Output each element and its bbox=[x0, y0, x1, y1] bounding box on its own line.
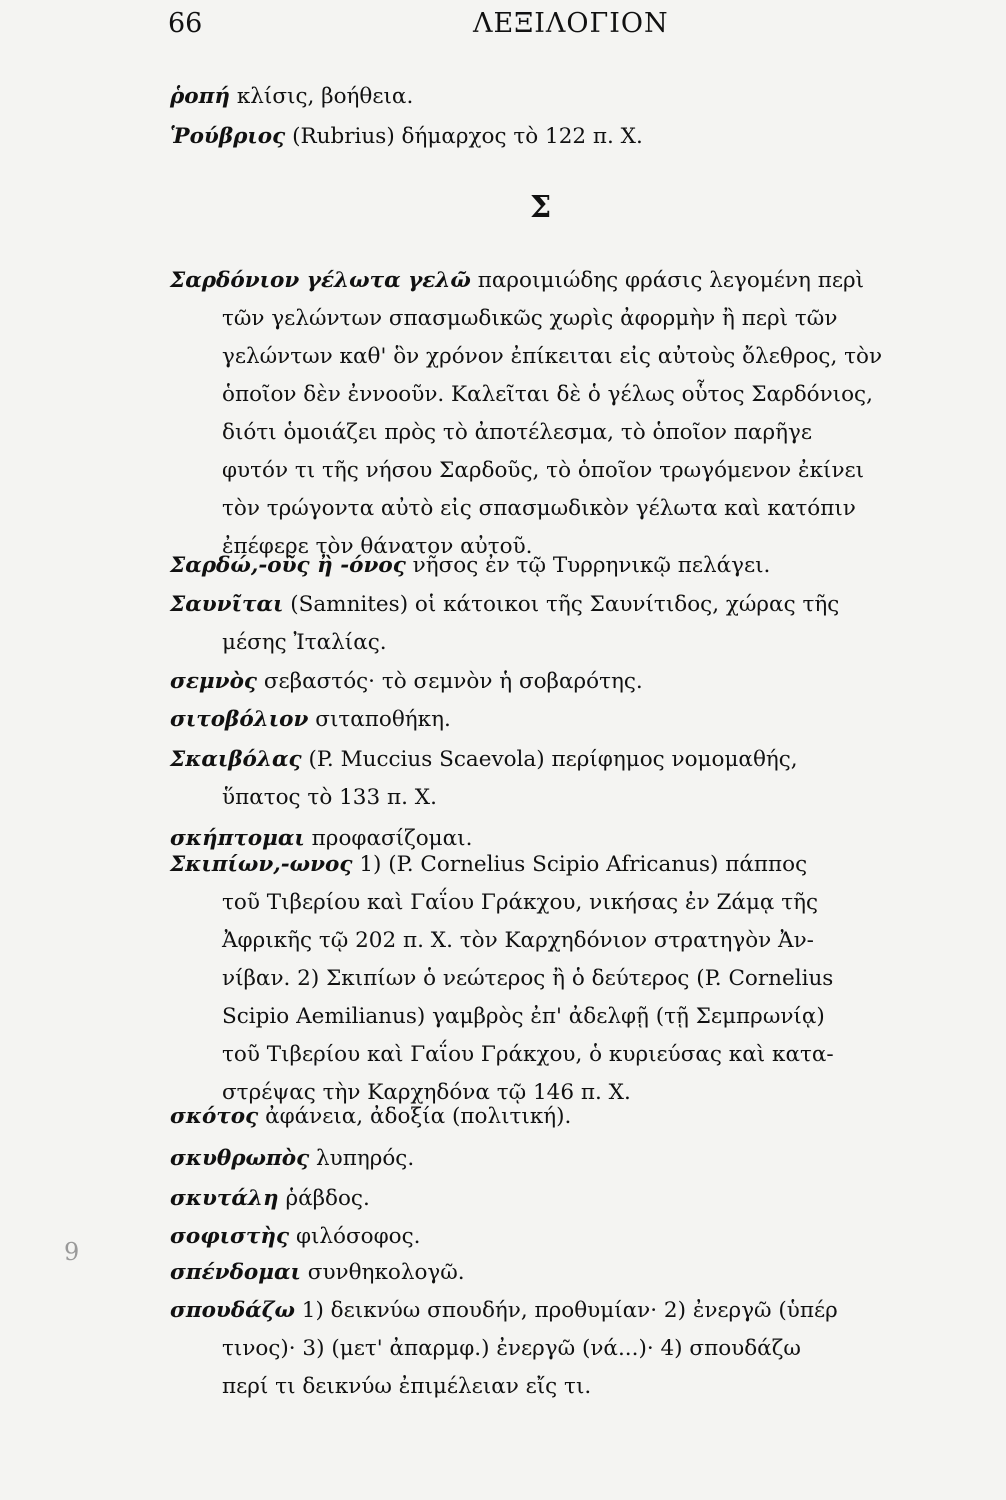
headword: Σαρδώ,-οῦς ἢ -όνος bbox=[170, 553, 406, 578]
definition-text: τοῦ Τιβερίου καὶ Γαΐου Γράκχου, ὁ κυριεύσας καὶ κατα- bbox=[222, 1042, 834, 1067]
definition-text: ἐπέφερε τὸν θάνατον αὐτοῦ. bbox=[222, 534, 533, 559]
definition-text: φιλόσοφος. bbox=[295, 1224, 421, 1249]
dictionary-entry bbox=[170, 1140, 960, 1178]
entry-continuation-line bbox=[170, 922, 960, 960]
definition-text: ὕπατος τὸ 133 π. Χ. bbox=[222, 785, 437, 810]
definition-text: παροιμιώδης φράσις λεγομένη περὶ bbox=[477, 268, 865, 293]
entry-first-line bbox=[170, 118, 960, 156]
definition-text: Scipio Aemilianus) γαμβρὸς ἐπ' ἀδελφῇ (τῇ Σεμπρωνίᾳ) bbox=[222, 1004, 825, 1029]
definition-text: τοῦ Τιβερίου καὶ Γαΐου Γράκχου, νικήσας ἐν Ζάμᾳ τῆς bbox=[222, 890, 819, 915]
definition-text: ὁποῖον δὲν ἐννοοῦν. Καλεῖται δὲ ὁ γέλως οὗτος Σαρδόνιος, bbox=[222, 382, 873, 407]
definition-text: (Samnites) οἱ κάτοικοι τῆς Σαυνίτιδος, χώρας τῆς bbox=[290, 592, 840, 617]
entry-first-line bbox=[170, 1218, 960, 1256]
dictionary-entry bbox=[170, 1180, 960, 1218]
headword: ῥοπή bbox=[170, 84, 231, 109]
page-header bbox=[168, 8, 948, 48]
entry-continuation-line bbox=[170, 884, 960, 922]
dictionary-entry bbox=[170, 846, 960, 1112]
definition-text: διότι ὁμοιάζει πρὸς τὸ ἀποτέλεσμα, τὸ ὁποῖον παρῆγε bbox=[222, 420, 812, 445]
headword: σκυτάλη bbox=[170, 1186, 279, 1211]
dictionary-entry bbox=[170, 118, 960, 156]
entry-continuation-line bbox=[170, 998, 960, 1036]
entry-continuation-line bbox=[170, 300, 960, 338]
definition-text: τῶν γελώντων σπασμωδικῶς χωρὶς ἀφορμὴν ἢ περὶ τῶν bbox=[222, 306, 838, 331]
headword: Σαυνῖται bbox=[170, 592, 284, 617]
entry-continuation-line bbox=[170, 452, 960, 490]
headword: σοφιστὴς bbox=[170, 1224, 290, 1249]
definition-text: σιταποθήκη. bbox=[315, 707, 451, 732]
entry-continuation-line bbox=[170, 960, 960, 998]
entry-first-line bbox=[170, 663, 960, 701]
entry-first-line bbox=[170, 547, 960, 585]
entry-continuation-line bbox=[170, 624, 960, 662]
page-number: 66 bbox=[168, 8, 203, 39]
dictionary-entry bbox=[170, 1292, 960, 1406]
entry-continuation-line bbox=[170, 1368, 960, 1406]
entry-first-line bbox=[170, 78, 960, 116]
definition-text: Ἀφρικῆς τῷ 202 π. Χ. τὸν Καρχηδόνιον στρατηγὸν Ἀν- bbox=[222, 928, 814, 953]
definition-text: γελώντων καθ' ὃν χρόνον ἐπίκειται εἰς αὐτοὺς ὄλεθρος, τὸν bbox=[222, 344, 883, 369]
definition-text: ἀφάνεια, ἀδοξία (πολιτική). bbox=[265, 1104, 572, 1129]
definition-text: 1) (P. Cornelius Scipio Africanus) πάππος bbox=[359, 852, 808, 877]
definition-text: (P. Muccius Scaevola) περίφημος νομομαθής, bbox=[308, 747, 798, 772]
definition-text: νίβαν. 2) Σκιπίων ὁ νεώτερος ἢ ὁ δεύτερος (P. Cornelius bbox=[222, 966, 834, 991]
entry-first-line bbox=[170, 1180, 960, 1218]
entry-continuation-line bbox=[170, 490, 960, 528]
entry-first-line bbox=[170, 1140, 960, 1178]
entry-first-line bbox=[170, 1098, 960, 1136]
entry-continuation-line bbox=[170, 376, 960, 414]
entry-first-line bbox=[170, 1254, 960, 1292]
dictionary-entry bbox=[170, 741, 960, 817]
entry-first-line bbox=[170, 701, 960, 739]
definition-text: τὸν τρώγοντα αὐτὸ εἰς σπασμωδικὸν γέλωτα καὶ κατόπιν bbox=[222, 496, 856, 521]
definition-text: στρέψας τὴν Καρχηδόνα τῷ 146 π. Χ. bbox=[222, 1080, 631, 1105]
definition-text: λυπηρός. bbox=[316, 1146, 415, 1171]
definition-text: μέσης Ἰταλίας. bbox=[222, 630, 387, 655]
dictionary-entry bbox=[170, 547, 960, 585]
dictionary-entry bbox=[170, 1218, 960, 1256]
headword: σεμνὸς bbox=[170, 669, 258, 694]
definition-text: κλίσις, βοήθεια. bbox=[236, 84, 414, 109]
dictionary-entry bbox=[170, 663, 960, 701]
entry-continuation-line bbox=[170, 414, 960, 452]
headword: σιτοβόλιον bbox=[170, 707, 309, 732]
entry-first-line bbox=[170, 1292, 960, 1330]
headword: Ῥούβριος bbox=[170, 124, 286, 149]
definition-text: φυτόν τι τῆς νήσου Σαρδοῦς, τὸ ὁποῖον τρωγόμενον ἐκίνει bbox=[222, 458, 865, 483]
entry-first-line bbox=[170, 846, 960, 884]
headword: Σαρδόνιον γέλωτα γελῶ bbox=[170, 268, 471, 293]
definition-text: συνθηκολογῶ. bbox=[307, 1260, 465, 1285]
entry-continuation-line bbox=[170, 779, 960, 817]
definition-text: τινος)· 3) (μετ' ἀπαρμφ.) ἐνεργῶ (νά...)· 4) σπουδάζω bbox=[222, 1336, 801, 1361]
section-letter: Σ bbox=[530, 190, 552, 225]
entry-first-line bbox=[170, 741, 960, 779]
dictionary-entry bbox=[170, 586, 960, 662]
definition-text: νῆσος ἐν τῷ Τυρρηνικῷ πελάγει. bbox=[412, 553, 771, 578]
dictionary-entry bbox=[170, 1254, 960, 1292]
margin-pencil-mark: 9 bbox=[64, 1238, 80, 1266]
entry-continuation-line bbox=[170, 1330, 960, 1368]
definition-text: προφασίζομαι. bbox=[311, 826, 473, 851]
dictionary-entry bbox=[170, 78, 960, 116]
headword: Σκιπίων,-ωνος bbox=[170, 852, 353, 877]
headword: Σκαιβόλας bbox=[170, 747, 302, 772]
entry-first-line bbox=[170, 262, 960, 300]
headword: σπουδάζω bbox=[170, 1298, 295, 1323]
headword: σκυθρωπὸς bbox=[170, 1146, 310, 1171]
entry-continuation-line bbox=[170, 338, 960, 376]
entry-continuation-line bbox=[170, 1036, 960, 1074]
headword: σκήπτομαι bbox=[170, 826, 305, 851]
running-title: ΛΕΞΙΛΟΓΙΟΝ bbox=[473, 8, 669, 39]
dictionary-entry bbox=[170, 262, 960, 566]
entry-first-line bbox=[170, 586, 960, 624]
headword: σκότος bbox=[170, 1104, 259, 1129]
definition-text: περί τι δεικνύω ἐπιμέλειαν εἴς τι. bbox=[222, 1374, 592, 1399]
definition-text: (Rubrius) δήμαρχος τὸ 122 π. Χ. bbox=[292, 124, 643, 149]
definition-text: σεβαστός· τὸ σεμνὸν ἡ σοβαρότης. bbox=[263, 669, 643, 694]
definition-text: ῥάβδος. bbox=[285, 1186, 370, 1211]
definition-text: 1) δεικνύω σπουδήν, προθυμίαν· 2) ἐνεργῶ (ὑπέρ bbox=[301, 1298, 838, 1323]
headword: σπένδομαι bbox=[170, 1260, 301, 1285]
dictionary-entry bbox=[170, 701, 960, 739]
dictionary-entry bbox=[170, 1098, 960, 1136]
